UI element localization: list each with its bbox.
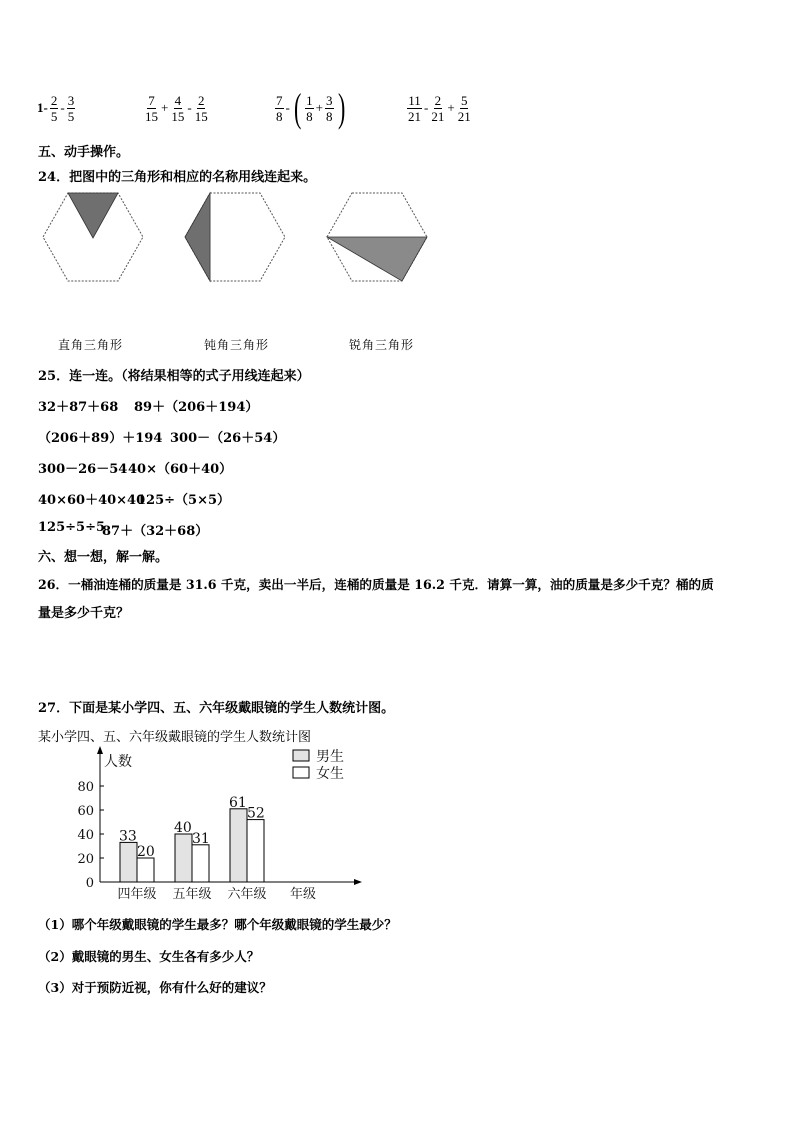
- x-tick-label: 六年级: [227, 887, 267, 902]
- x-tick-label: 四年级: [117, 887, 157, 902]
- hexagon-figure-3: [327, 193, 427, 281]
- fraction-expr-4: $\frac{11}{21}$ - $\frac{2}{21}$ + $\frac{5}{21}$: [408, 92, 471, 124]
- label-right-triangle: 直角三角形: [58, 338, 124, 352]
- y-tick-label: 0: [85, 876, 94, 891]
- label-obtuse-triangle: 钝角三角形: [204, 338, 270, 352]
- bar-chart: [60, 742, 380, 904]
- question-27-1: （1）哪个年级戴眼镜的学生最多？哪个年级戴眼镜的学生最少？: [38, 917, 397, 932]
- chart-title: 某小学四、五、六年级戴眼镜的学生人数统计图: [38, 730, 312, 745]
- y-tick-label: 60: [77, 804, 94, 819]
- x-tick-label: 五年级: [172, 887, 212, 902]
- legend-swatch: [293, 750, 309, 761]
- y-axis-arrow: [97, 746, 103, 754]
- x-axis-label: 年级: [289, 887, 317, 902]
- fraction: $\frac{1}{8}$: [306, 92, 313, 124]
- expr-right-2: 300－（26＋54）: [170, 431, 286, 446]
- bar-girls: [247, 820, 264, 882]
- fraction: $\frac{3}{8}$: [326, 92, 333, 124]
- fraction: $\frac{4}{15}$: [171, 92, 185, 124]
- question-27-2: （2）戴眼镜的男生、女生各有多少人？: [38, 949, 260, 964]
- fraction-expr-2: $\frac{7}{15}$ + $\frac{4}{15}$ - $\frac{2}{15}$: [145, 92, 208, 124]
- expr-left-5: 125÷5÷5: [38, 520, 106, 535]
- bar-boys: [175, 834, 192, 882]
- legend-label: 女生: [316, 766, 344, 782]
- question-26-line-1: 26．一桶油连桶的质量是 31.6 千克，卖出一半后，连桶的质量是 16.2 千克．请算一算，油的质量是多少千克？桶的质: [38, 577, 714, 592]
- bar-value-label: 20: [137, 844, 155, 860]
- hexagon-figures: [38, 188, 438, 288]
- label-acute-triangle: 锐角三角形: [349, 338, 415, 352]
- section-6-heading: 六、想一想，解一解。: [38, 550, 169, 565]
- bar-value-label: 61: [229, 794, 247, 811]
- fraction: $\frac{5}{21}$: [457, 92, 471, 124]
- fraction-expr-1: 1- $\frac{2}{5}$ - $\frac{3}{5}$: [37, 92, 75, 124]
- fraction-expressions: [0, 86, 794, 130]
- hexagon-figure-1: [43, 193, 143, 281]
- hexagon-figure-2: [185, 193, 285, 281]
- fraction-expr-3: $\frac{7}{8}$ - ( $\frac{1}{8}$ + $\frac{3}{8}$ ): [276, 85, 345, 130]
- expr-right-1: 89＋（206＋194）: [134, 400, 259, 415]
- fraction: $\frac{11}{21}$: [408, 92, 421, 124]
- fraction: $\frac{2}{5}$: [50, 92, 58, 124]
- legend-swatch: [293, 767, 309, 778]
- bar-value-label: 52: [247, 805, 265, 822]
- expr-left-2: （206＋89）＋194: [38, 431, 163, 446]
- right-paren: ): [337, 85, 345, 130]
- left-paren: (: [293, 85, 302, 130]
- expr-right-4: 125÷（5×5）: [137, 493, 231, 508]
- question-27-3: （3）对于预防近视，你有什么好的建议？: [38, 980, 272, 995]
- legend-label: 男生: [316, 749, 344, 765]
- chart-bars: [117, 795, 266, 902]
- bar-girls: [137, 858, 154, 882]
- expr-left-3: 300－26－54: [38, 462, 128, 477]
- chart-legend: [293, 748, 344, 782]
- expr-right-5: 87＋（32＋68）: [102, 524, 209, 539]
- question-26-line-2: 量是多少千克？: [38, 606, 130, 621]
- bar-girls: [192, 845, 209, 882]
- x-axis-arrow: [354, 879, 362, 885]
- expr-left-4: 40×60＋40×40: [38, 493, 146, 508]
- fraction: $\frac{7}{8}$: [276, 92, 283, 124]
- y-tick-label: 80: [77, 780, 94, 795]
- y-tick-label: 20: [77, 852, 94, 867]
- section-5-heading: 五、动手操作。: [38, 145, 130, 160]
- fraction: $\frac{2}{15}$: [194, 92, 208, 124]
- question-27: 27．下面是某小学四、五、六年级戴眼镜的学生人数统计图。: [38, 701, 395, 716]
- expr-right-3: 40×（60＋40）: [128, 462, 233, 477]
- y-axis-label: 人数: [104, 754, 132, 770]
- bar-value-label: 31: [192, 830, 210, 847]
- bar-value-label: 40: [174, 820, 192, 836]
- expr-left-1: 32＋87＋68: [38, 400, 119, 415]
- fraction: $\frac{2}{21}$: [431, 92, 445, 124]
- bar-boys: [230, 809, 247, 882]
- question-25: 25．连一连。（将结果相等的式子用线连起来）: [38, 369, 310, 384]
- y-tick-label: 40: [77, 828, 94, 843]
- bar-boys: [120, 842, 137, 882]
- bar-value-label: 33: [119, 828, 137, 845]
- question-24: 24．把图中的三角形和相应的名称用线连起来。: [38, 170, 317, 185]
- fraction: $\frac{3}{5}$: [67, 92, 75, 124]
- fraction: $\frac{7}{15}$: [145, 92, 158, 124]
